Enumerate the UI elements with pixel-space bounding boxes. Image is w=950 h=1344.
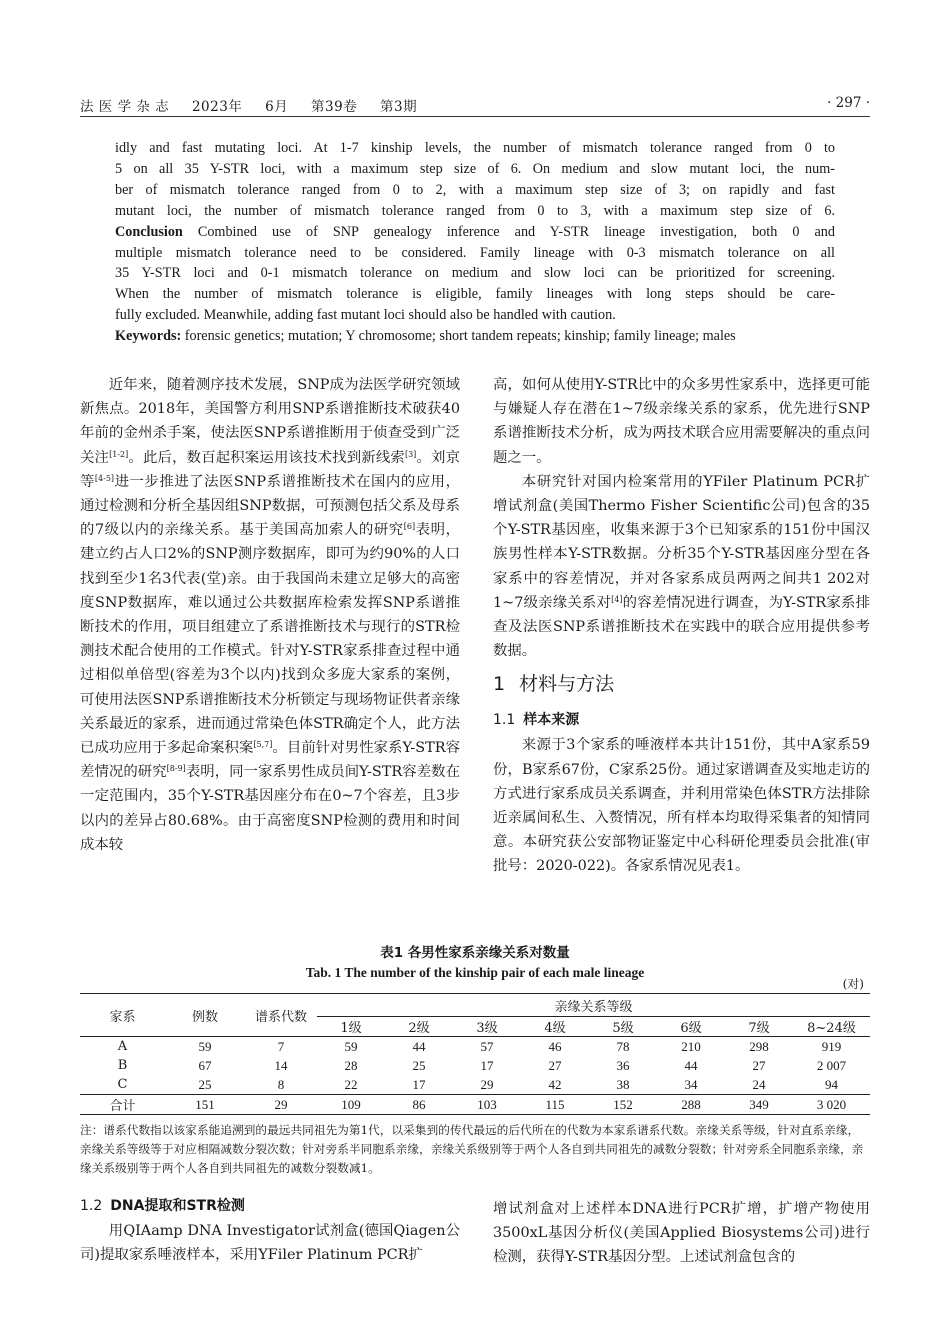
header-family: 家系 [80,994,165,1037]
section-heading-1-1: 1.1 样本来源 [493,712,580,729]
journal-volume: 第39卷 [311,99,358,115]
intro-paragraph: 近年来，随着测序技术发展，SNP成为法医学研究领域新焦点。2018年，美国警方利用SNP系谱推断技术破获40年前的金州杀手案，使法医SNP系谱推断用于侦查受到广泛关注[1-2]。此后，数百起积案运用该技术找到新线索[3]。刘京等[4-5]进一步推进了法医SNP系谱推断技术在国内的应用，通过检测和分析全基因组SNP数据，可预测包括父系及母系的7级以内的亲缘关系。基于美国高加索人的研究[6]表明，建立约占人口2%的SNP测序数据库，即可为约90%的人口找到至少1名3代表(堂)亲。由于我国尚未建立足够大的高密度SNP数据库，难以通过公共数据库检索发挥SNP系谱推断技术的作用，项目组建立了系谱推断技术与现行的STR检测技术配合使用的工作模式。针对Y-STR家系排查过程中通过相似单倍型(容差为3个以内)找到众多庞大家系的案例，可使用法医SNP系谱推断技术分析锁定与现场物证供者亲缘关系最近的家系，进而通过常染色体STR确定个人，此方法已成功应用于多起命案积案[5,7]。目前针对男性家系Y-STR容差情况的研究[8-9]表明，同一家系男性成员间Y-STR容差数在一定范围内，35个Y-STR基因座分布在0~7个容差，且3步以内的差异占80.68%。由于高密度SNP检测的费用和时间成本较 [80,377,460,853]
page-number: · 297 · [827,95,870,111]
table-unit: (对) [842,977,864,991]
table-row: C 25 8 22 17 29 42 38 34 24 94 [117,1076,838,1092]
citation[interactable]: [4] [611,594,623,604]
header-generations: 谱系代数 [245,994,317,1037]
running-header [80,92,870,117]
header-level: 1级 [317,1017,385,1037]
abstract [115,138,835,347]
dna-paragraph: 用QIAamp DNA Investigator试剂盒(德国Qiagen公司)提取家系唾液样本，采用YFiler Platinum PCR扩 [80,1223,460,1264]
section-1-2-right [493,1197,870,1270]
abstract-conclusion-line [115,222,835,243]
abstract-line: When the number of mismatch tolerance is eligible, family lineages with long steps should be care- [115,286,835,303]
header-level: 3级 [453,1017,521,1037]
journal-month: 6月 [265,99,289,115]
conclusion-text: Combined use of SNP genealogy inference and Y-STR lineage investigation, both 0 and [197,223,835,240]
kinship-table [80,993,870,1115]
header-kinship-group: 亲缘关系等级 [317,994,870,1017]
abstract-line: 35 Y-STR loci and 0-1 mismatch tolerance on medium and slow loci can be prioritized for screening. [115,265,835,282]
abstract-line: mutant loci, the number of mismatch tolerance ranged from 0 to 3, with a maximum step size of 6. [115,202,835,219]
header-level: 8~24级 [793,1017,870,1037]
abstract-line: multiple mismatch tolerance need to be considered. Family lineage with 0-3 mismatch tolerance on all [115,244,835,261]
journal-name: 法 医 学 杂 志 [80,99,170,115]
keywords-text: forensic genetics; mutation; Y chromosome; short tandem repeats; kinship; family lineage; males [184,328,736,345]
conclusion-label: Conclusion [115,223,183,240]
table-row: A 59 7 59 44 57 46 78 210 298 919 [117,1038,842,1054]
abstract-line: fully excluded. Meanwhile, adding fast mutant loci should also be handled with caution. [115,307,616,324]
header-level: 7级 [725,1017,793,1037]
header-level: 2级 [385,1017,453,1037]
citation[interactable]: [1-2] [109,449,129,459]
table-1 [80,943,870,1178]
table-note: 注：谱系代数指以该家系能追溯到的最远共同祖先为第1代，以采集到的传代最远的后代所在的代数为本家系谱系代数。亲缘关系等级，针对直系亲缘，亲缘关系等级等于对应相隔减数分裂次数；针对旁系半同胞系亲缘，亲缘关系级别等于两个人各自到共同祖先的减数分裂数；针对旁系全同胞系亲缘，亲缘关系级别等于两个人各自到共同祖先的减数分裂数减1。 [80,1123,864,1175]
header-count: 例数 [165,994,245,1037]
intro-continuation: 高，如何从使用Y-STR比中的众多男性家系中，选择更可能与嫌疑人存在潜在1~7级亲缘关系的家系，优先进行SNP系谱推断技术分析，成为两技术联合应用需要解决的重点问题之一。 [493,377,870,466]
header-level: 4级 [521,1017,589,1037]
table-row: B 67 14 28 25 17 27 36 44 27 2 007 [117,1057,847,1073]
dna-paragraph-continued: 增试剂盒对上述样本DNA进行PCR扩增，扩增产物使用3500xL基因分析仪(美国Applied Biosystems公司)进行检测，获得Y-STR基因分型。上述试剂盒包含的 [493,1201,870,1266]
section-heading-1-2: 1.2 DNA提取和STR检测 [80,1198,245,1214]
citation[interactable]: [3] [404,449,417,459]
journal-info [80,95,435,115]
abstract-line: 5 on all 35 Y-STR loci, with a maximum step size of 6. On medium and slow mutant loci, the num- [115,160,835,177]
section-1-2-left [80,1193,460,1267]
abstract-line: idly and fast mutating loci. At 1-7 kinship levels, the number of mismatch tolerance ranged from 0 to [115,140,835,156]
header-level: 6级 [657,1017,725,1037]
table-caption-cn: 表1 各男性家系亲缘关系对数量 [380,945,570,961]
intro-paragraph: 本研究针对国内检案常用的YFiler Platinum PCR扩增试剂盒(美国Thermo Fisher Scientific公司)包含的35个Y-STR基因座，收集来源于3个已知家系的151份中国汉族男性样本Y-STR数据。分析35个Y-STR基因座分型在各家系中的容差情况，并对各家系成员两两之间共1 202对1~7级亲缘关系对[4]的容差情况进行调查，为Y-STR家系排查及法医SNP系谱推断技术在实践中的联合应用提供参考数据。 [493,473,871,660]
abstract-line: ber of mismatch tolerance ranged from 0 to 2, with a maximum step size of 3; on rapidly and fast [115,181,835,198]
journal-year: 2023年 [191,99,243,115]
citation[interactable]: [6] [403,522,416,532]
samples-paragraph: 来源于3个家系的唾液样本共计151份，其中A家系59份，B家系67份，C家系25份。通过家谱调查及实地走访的方式进行家系成员关系调查，并利用常染色体STR方法排除近亲属间私生、入赘情况，所有样本均取得采集者的知情同意。本研究获公安部物证鉴定中心科研伦理委员会批准(审批号：2020-022)。各家系情况见表1。 [493,737,870,875]
table-total-row: 合计 151 29 109 86 103 115 152 288 349 3 020 [80,1095,870,1115]
keywords-label: Keywords [115,328,177,345]
citation[interactable]: [4-5] [94,473,115,483]
citation[interactable]: [8-9] [166,764,186,774]
section-heading-1: 1 材料与方法 [493,673,615,696]
journal-issue: 第3期 [380,99,418,115]
keywords-line: Keywords: forensic genetics; mutation; Y chromosome; short tandem repeats; kinship; family lineage; males [115,328,736,345]
intro-left-column [80,373,460,857]
header-level: 5级 [589,1017,657,1037]
intro-right-column [493,373,870,879]
citation[interactable]: [5,7] [253,740,273,750]
table-caption-en: Tab. 1 The number of the kinship pair of each male lineage [305,965,645,980]
